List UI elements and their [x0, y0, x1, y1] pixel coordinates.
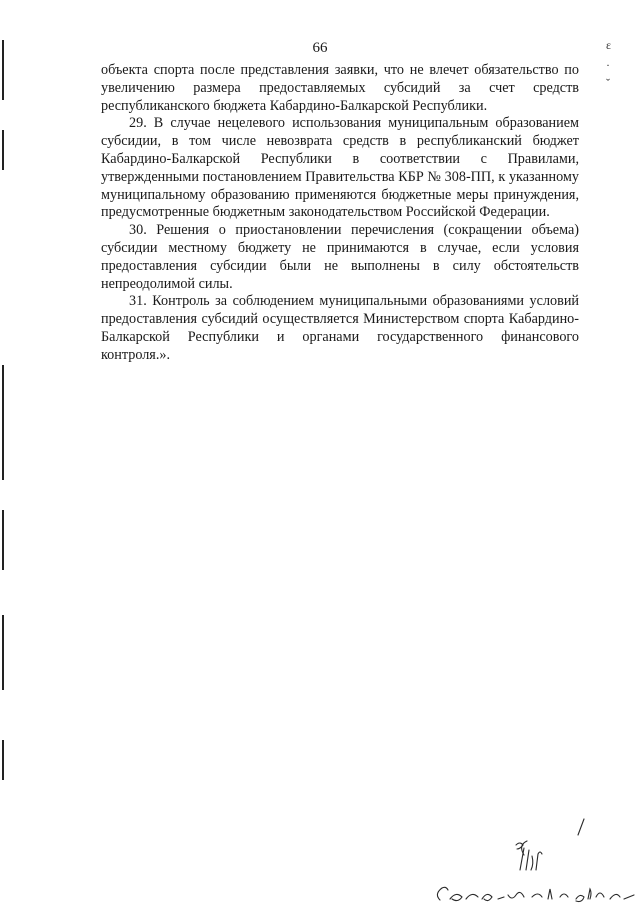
- paragraph-31: 31. Контроль за соблюдением муниципальными образованиями условий предоставления субсидий осуществляется Министерством спорта Кабардино-Балкарской Республики и органами государственного финансового контроля.».: [101, 293, 579, 363]
- handwritten-signature: [420, 815, 640, 905]
- margin-mark: [2, 740, 4, 780]
- paragraph-29: 29. В случае нецелевого использования муниципальным образованием субсидии, в том числе невозврата средств в республиканский бюджет Кабардино-Балкарской Республики в соответствии с Правилами, утвержденными постановлением Правительства КБР № 308-ПП, к указанному муниципальному образованию применяются бюджетные меры принуждения, предусмотренные бюджетным законодательством Российской Федерации.: [101, 115, 579, 221]
- margin-mark: [2, 130, 4, 170]
- margin-dot: ɛ: [606, 38, 612, 52]
- margin-mark: [2, 510, 4, 570]
- margin-mark: [2, 365, 4, 480]
- margin-dot: ·: [606, 58, 610, 72]
- margin-dot: ˇ: [606, 76, 610, 90]
- margin-mark: [2, 40, 4, 100]
- paragraph-30: 30. Решения о приостановлении перечисления (сокращении объема) субсидии местному бюджету не принимаются в случае, если условия предоставления субсидии были не выполнены в силу обстоятельств непреодолимой силы.: [101, 222, 579, 292]
- document-body: [101, 62, 579, 365]
- margin-mark: [2, 615, 4, 690]
- paragraph-continuation: объекта спорта после представления заявки, что не влечет обязательство по увеличению размера предоставляемых субсидий за счет средств республиканского бюджета Кабардино-Балкарской Республики.: [101, 62, 579, 114]
- page-number: 66: [312, 40, 328, 56]
